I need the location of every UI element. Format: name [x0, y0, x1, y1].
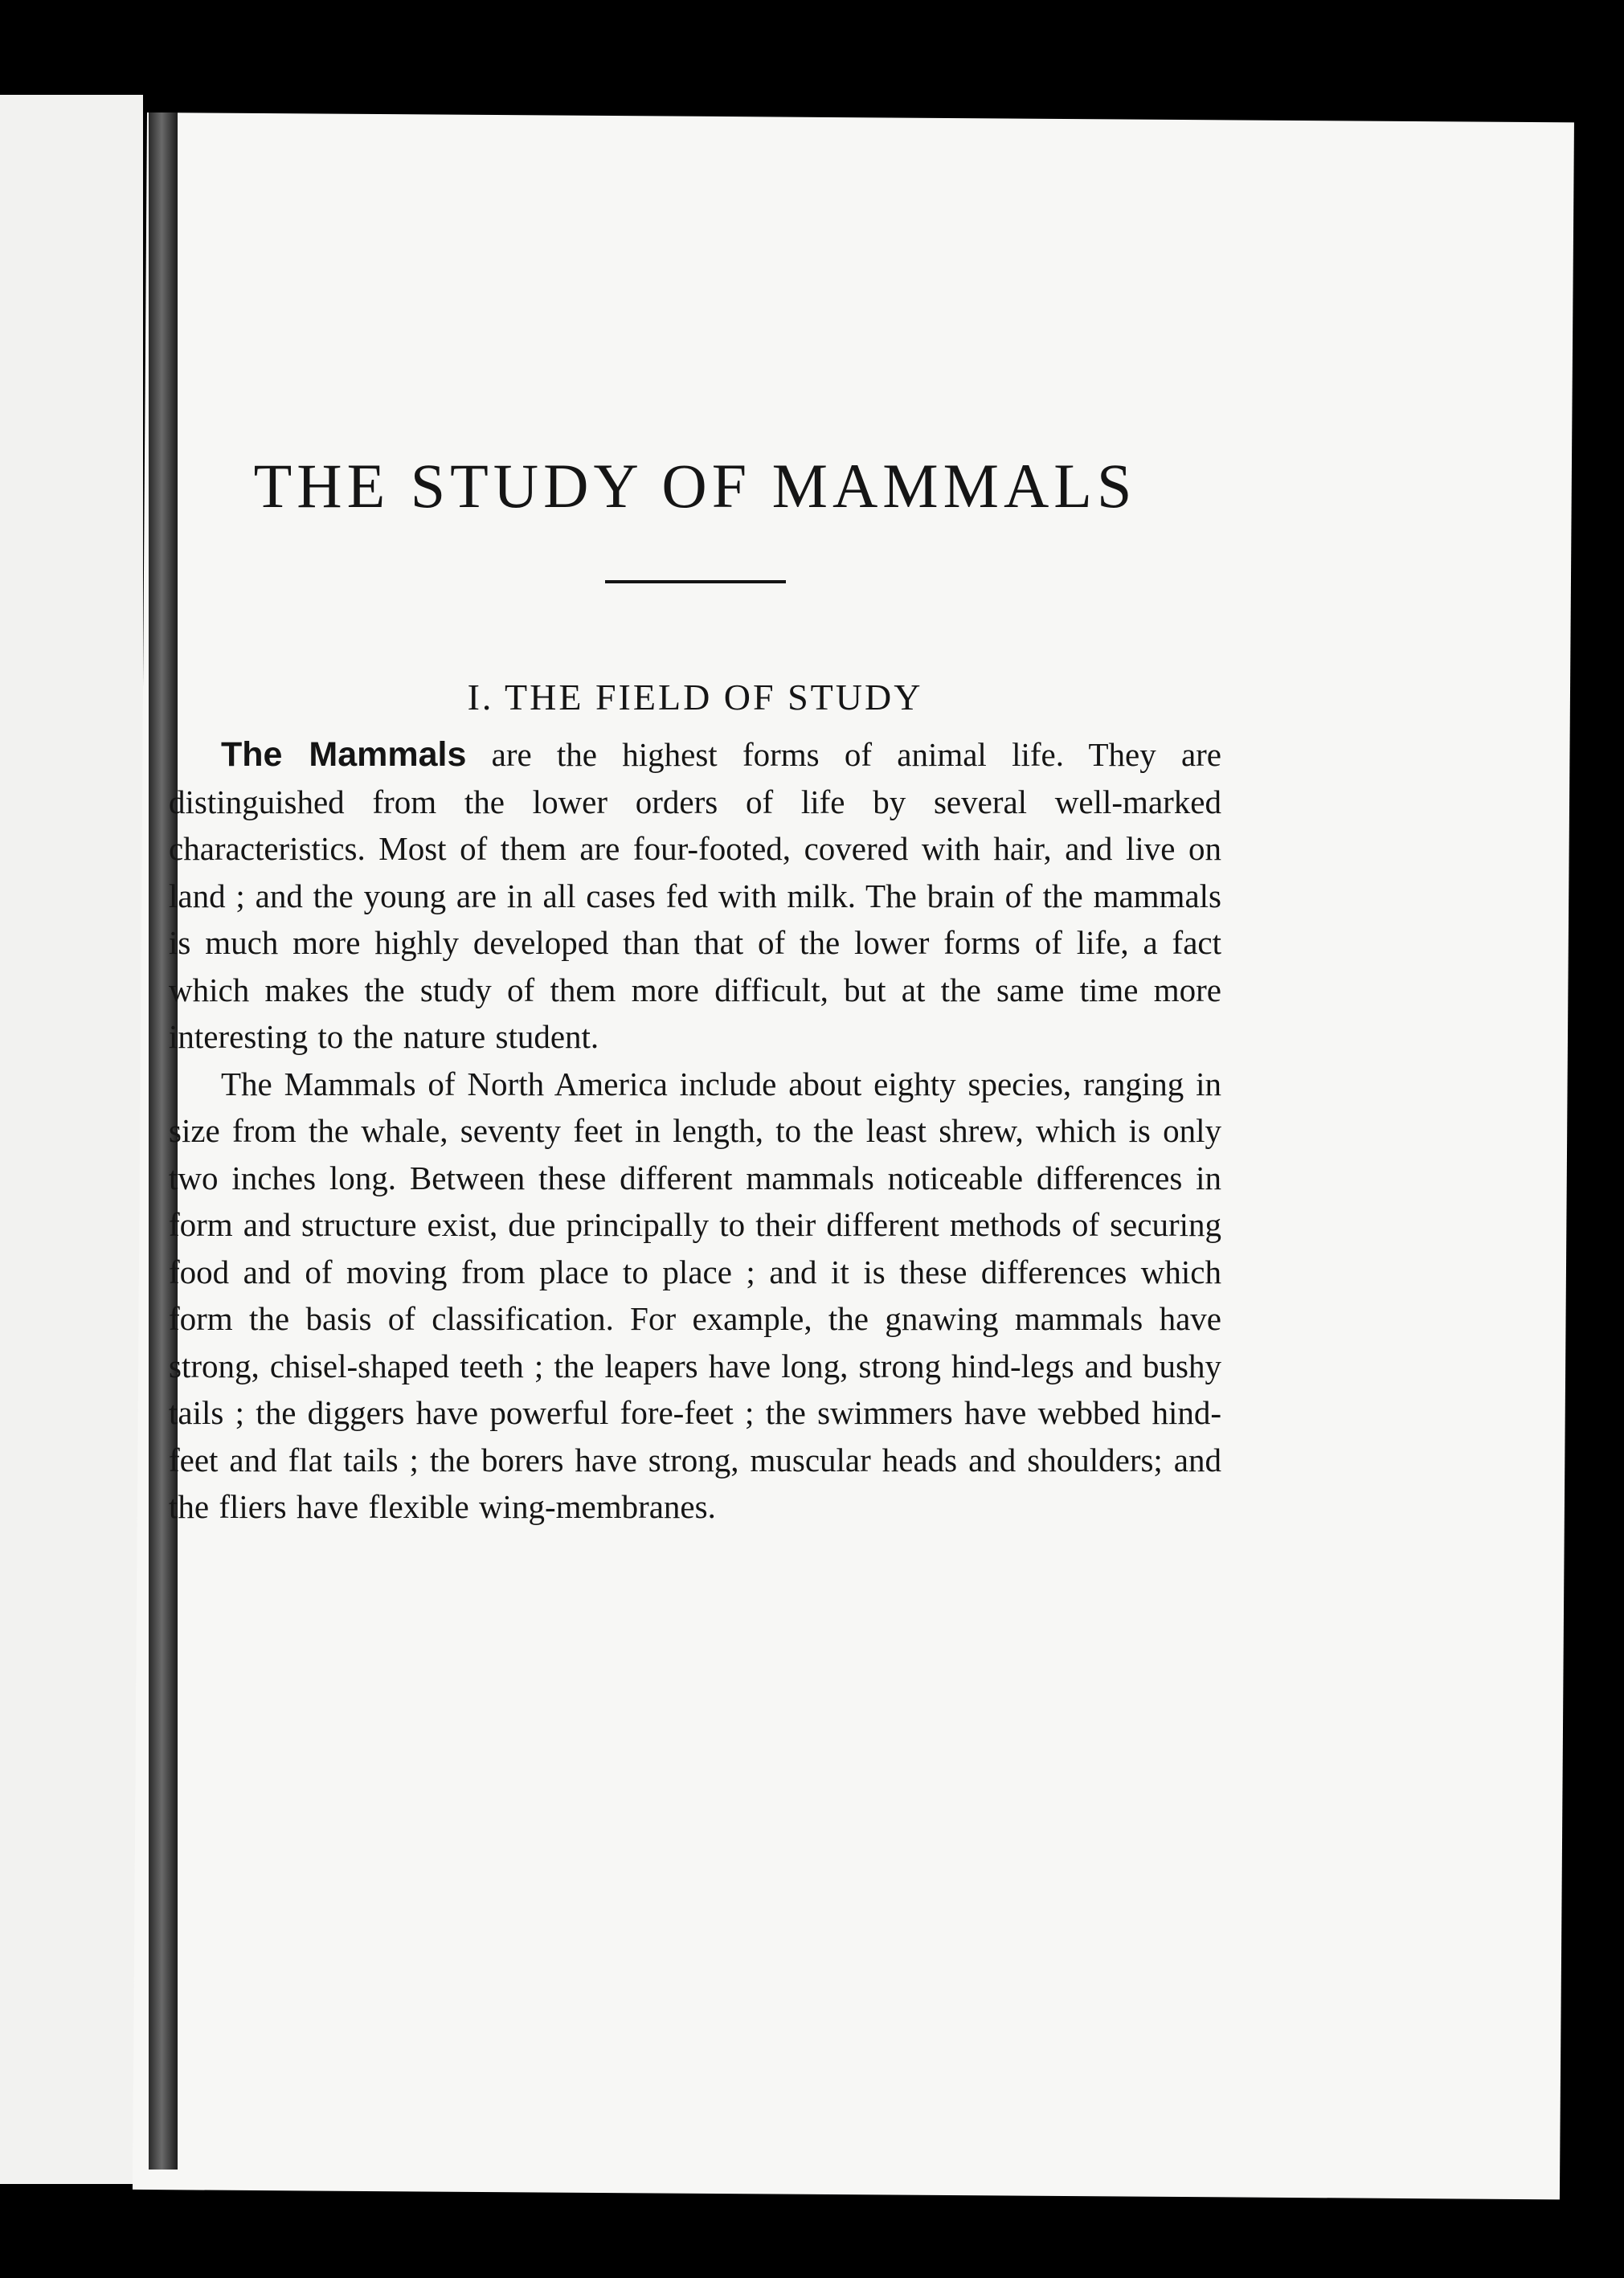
section-heading: I. THE FIELD OF STUDY: [467, 677, 923, 718]
page-content: [169, 450, 1221, 1531]
paragraph-1: [169, 731, 1221, 1061]
paragraph-1-lead: The Mammals: [221, 735, 467, 774]
title-divider: [605, 580, 786, 583]
facing-page-edge: [0, 95, 143, 2184]
paragraph-1-text: are the highest forms of animal life. They are distinguished from the lower orders of life by several well-marked characteristics. Most of them are four-footed, covered with hair, and live on land ; and the young are in all cases fed with milk. The brain of the mammals is much more highly developed than that of the lower forms of life, a fact which makes the study of them more difficult, but at the same time more interesting to the nature student.: [169, 736, 1221, 1055]
paragraph-2: The Mammals of North America include about eighty species, ranging in size from the whale, seventy feet in length, to the least shrew, which is only two inches long. Between these different mammals noticeable differences in form and structure exist, due principally to their different methods of securing food and of moving from place to place ; and it is these differences which form the basis of classification. For example, the gnawing mammals have strong, chisel-shaped teeth ; the leapers have long, strong hind-legs and bushy tails ; the diggers have powerful fore-feet ; the swimmers have webbed hind-feet and flat tails ; the borers have strong, muscular heads and shoulders; and the fliers have flexible wing-membranes.: [169, 1065, 1221, 1525]
page-title: THE STUDY OF MAMMALS: [253, 451, 1137, 521]
